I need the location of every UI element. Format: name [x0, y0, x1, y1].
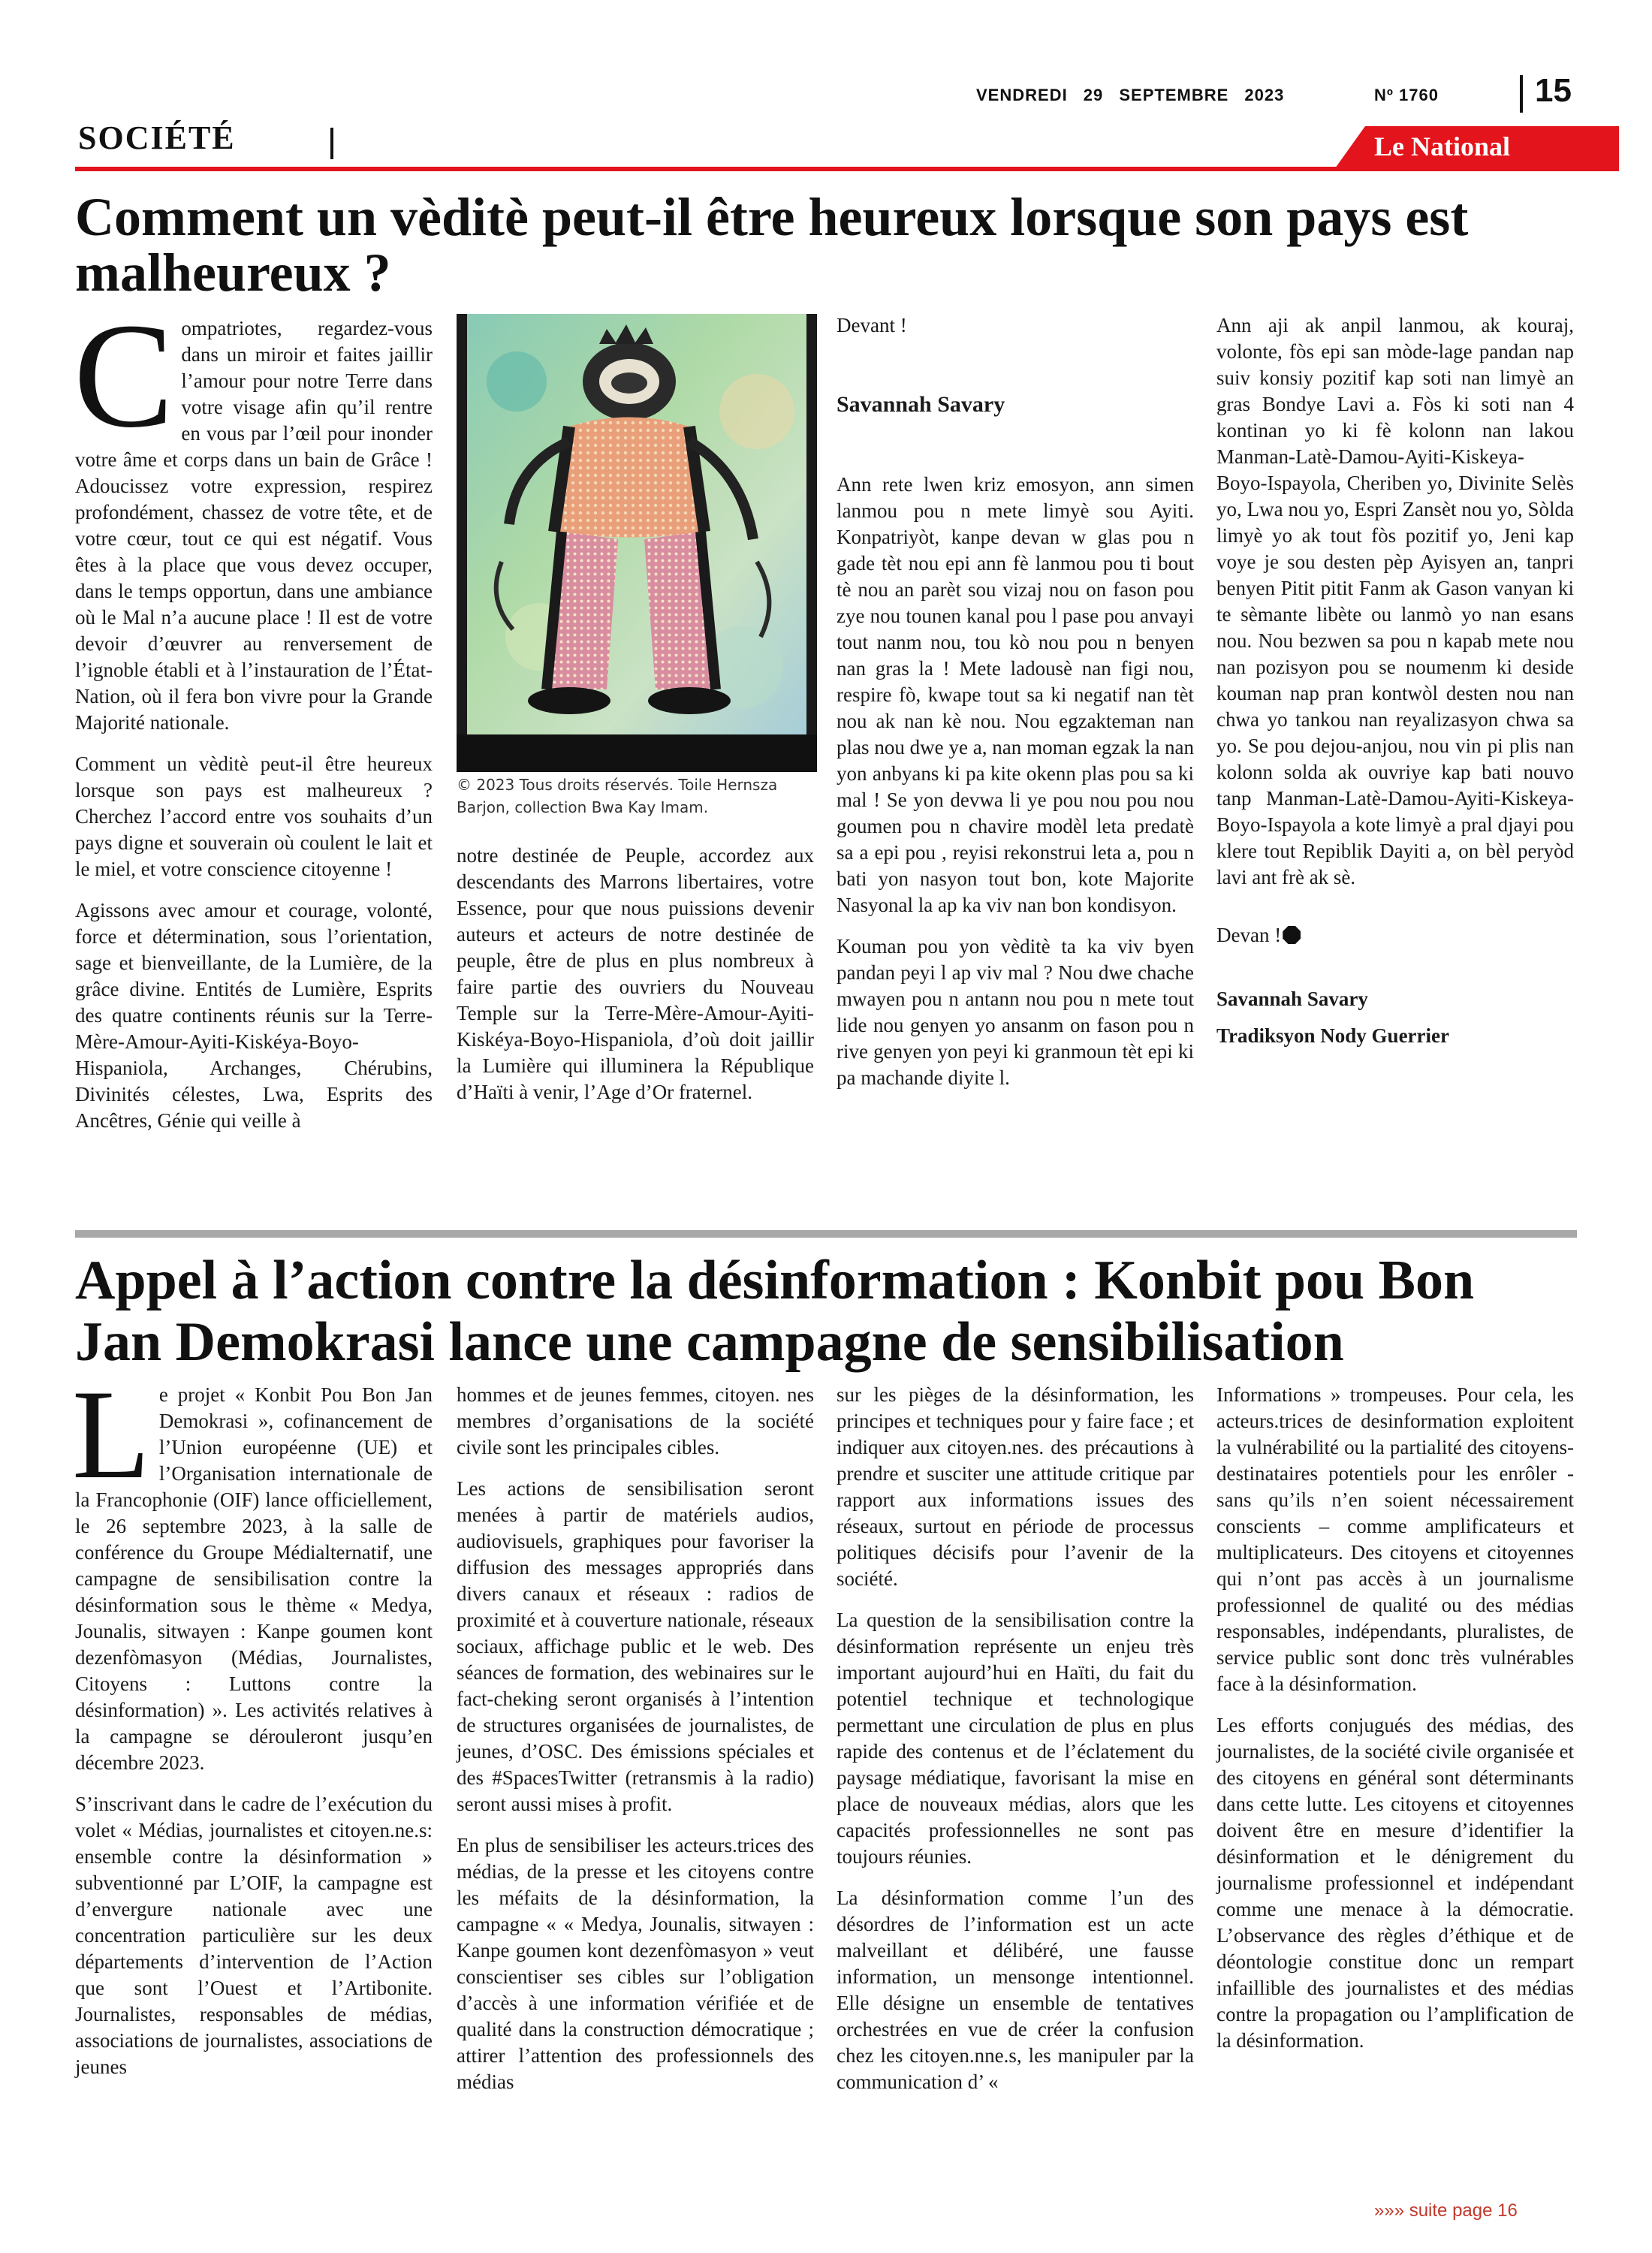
closing-text: Devan !: [1216, 924, 1282, 946]
closing-line: [1216, 922, 1574, 949]
closing-line: Devant !: [837, 314, 907, 336]
page-number: 15: [1535, 72, 1572, 109]
section-divider: [330, 128, 333, 159]
paragraph: notre destinée de Peuple, accordez aux descendants des Marrons libertaires, votre Essence, pour que nous puissions devenir auteurs et acteurs de notre destinée de peuple, être de plus en plus nombreux à faire partie des ouvriers du Nouveau Temple sur la Terre-Mère-Amour-Ayiti-Kiskéya-Boyo-Hispaniola, d’où doit jaillir la Lumière qui illuminera la République d’Haïti à venir, l’Age d’Or fraternel.: [457, 844, 814, 1103]
article2-column-1: [72, 1364, 433, 2080]
paragraph: Agissons avec amour et courage, volonté, force et détermination, sous l’orientation, sage et bienveillante, de la Lumière, de la grâce divine. Entités de Lumière, Esprits des quatre continents réunis sur la Terre-Mère-Amour-Ayiti-Kiskéya-Boyo-Hispaniola, Archanges, Chérubins, Divinités célestes, Lwa, Esprits des Ancêtres, Génie qui veille à: [75, 899, 433, 1132]
paragraph: Informations » trompeuses. Pour cela, les acteurs.trices de desinformation exploitent la vulnérabilité ou la partialité des citoyens-destinataires potentiels pour les enrôler -sans qu’ils n’en soient nécessairement conscients – comme amplificateurs et multiplicateurs. Des citoyens et citoyennes qui n’ont pas accès à un journalisme professionnel de qualité ou des médias responsables, indépendants, pluralistes, de service public sont donc très vulnérables face à la désinformation.: [1216, 1383, 1574, 1695]
translator-credit: Tradiksyon Nody Guerrier: [1216, 1024, 1449, 1047]
article2-column-2: [457, 1382, 814, 2095]
article1-headline: Comment un vèditè peut-il être heureux lorsque son pays est malheureux ?: [75, 187, 1469, 303]
author-signature: Savannah Savary: [1216, 988, 1368, 1010]
article-divider: [75, 1230, 1577, 1238]
paragraph: e projet « Konbit Pou Bon Jan Demokrasi », cofinancement de l’Union européenne (UE) et l’Organisation internationale de la Francophonie (OIF) lance officiellement, le 26 septembre 2023, à la salle de conférence du Groupe Médialternatif, une campagne de sensibilisation contre la désinformation sous le thème « Medya, Jounalis, sitwayen : Kanpe goumen kont dezenfòmasyon (Médias, Journalistes, Citoyens : Luttons contre la désinformation) ». Les activités relatives à la campagne se dérouleront jusqu’en décembre 2023.: [75, 1383, 433, 1774]
page-number-divider: [1520, 75, 1523, 113]
article2-column-3: [837, 1382, 1194, 2095]
dropcap: C: [74, 293, 174, 459]
author-signature: Savannah Savary: [837, 392, 1005, 417]
paragraph: sur les pièges de la désinformation, les principes et techniques pour y faire face ; et indiquer aux citoyen.nes. des précautions à prendre et susciter une attitude critique par rapport aux informations issues des réseaux, surtout en période de processus politiques décisifs pour l’avenir de la société.: [837, 1383, 1194, 1590]
paragraph: En plus de sensibiliser les acteurs.trices des médias, de la presse et les citoyens contre les méfaits de la désinformation, la campagne « « Medya, Jounalis, sitwayen : Kanpe goumen kont dezenfòmasyon » veut conscientiser ses cibles sur l’obligation d’accès à une information vérifiée et de qualité dans la construction démocratique ; attirer l’attention des professionnels des médias: [457, 1834, 814, 2093]
paragraph: ompatriotes, regardez-vous dans un miroir et faites jaillir l’amour pour notre Terre dans votre visage afin qu’il rentre en vous par l’œil pour inonder votre âme et corps dans un bain de Grâce ! Adoucissez votre expression, respirez profondément, chassez de votre tête, et de votre cœur, tout ce qui est négatif. Vous êtes à la place que vous devez occuper, dans le temps opportun, dans une ambiance où le Mal n’a aucune place ! Il est de votre devoir d’œuvrer au renversement de l’ignoble établi et à l’instauration de l’État-Nation, où il fera bon vivre pour la Grande Majorité nationale.: [75, 317, 433, 734]
painting-illustration: [457, 314, 817, 772]
paragraph: La désinformation comme l’un des désordres de l’information est un acte malveillant et délibéré, une fausse information, un mensonge intentionnel. Elle désigne un ensemble de tentatives orchestrées en vue de créer la confusion chez les citoyen.nne.s, les manipuler par la communication d’ «: [837, 1887, 1194, 2093]
header-rule: [75, 167, 1619, 171]
paragraph: hommes et de jeunes femmes, citoyen. nes membres d’organisations de la société civile sont les principales cibles.: [457, 1383, 814, 1458]
issue-number: Nº 1760: [1374, 86, 1439, 104]
paragraph: Les efforts conjugués des médias, des journalistes, de la société civile organisée et des citoyens en général sont déterminants dans cette lutte. Les citoyens et citoyennes doivent être en mesure d’identifier la désinformation et le dénigrement du journalisme professionnel et indépendant comme une menace à la démocratie. L’observance des règles d’éthique et de déontologie constitue donc un rempart infaillible des journalistes et des médias contre la propagation ou l’amplification de la désinformation.: [1216, 1714, 1574, 2052]
brand-name: Le National: [1374, 131, 1511, 161]
article1-column-2: [457, 843, 814, 1105]
paragraph: Kouman pou yon vèditè ta ka viv byen pandan peyi l ap viv mal ? Nou dwe chache mwayen pou n antann nou pou n mete tout lide nou genyen yo ansanm on fason pou n rive genyen yon peyi ki granmoun tèt epi ki pa machande diyite l.: [837, 935, 1194, 1089]
article2-column-4: [1216, 1382, 1574, 2054]
headline-line-1: Appel à l’action contre la désinformation : Konbit pou Bon: [75, 1250, 1475, 1311]
dropcap: L: [72, 1364, 150, 1505]
article1-column-4: [1216, 312, 1574, 1049]
article1-column-1: [74, 293, 433, 1134]
paragraph: Ann rete lwen kriz emosyon, ann simen lanmou pou n mete limyè sou Ayiti. Konpatriyòt, kanpe devan w glas pou n gade tèt nou epi ann fè lanmou pou ti bout tè nou an parèt sou vizaj nou on fason pou zye nou tounen kanal pou l pase pou anvayi tout nanm nou, tou kò nou pou n benyen nan gras la ! Mete ladousè nan figi nou, respire fò, kwape tout sa ki negatif nan tèt nou ak nan kè nou. Nou egzakteman nan plas nou dwe ye a, nan moman egzak la nan yon anbyans ki pa kite okenn plas pou sa ki mal ! Se yon devwa li ye pou nou pou nou goumen pou n chavire modèl leta predatè sa a epi pou , reyisi rekonstrui leta a, pou n bati yon nasyon tout bon, kote Majorite Nasyonal la ap ka viv nan bon kondisyon.: [837, 473, 1194, 916]
paragraph: Ann aji ak anpil lanmou, ak kouraj, volonte, fòs epi san mòde-lage pandan nap suiv konsiy pozitif kap soti nan limyè an gras Bondye Lavi a. Fòs ki soti nan 4 kontinan yo ki fè kolonn nan lakou Manman-Latè-Damou-Ayiti-Kiskeya-Boyo-Ispayola, Cheriben yo, Divinite Selès yo, Lwa nou yo, Espri Zansèt nou yo, Sòlda limyè yo ak tout fòs pozitif yo, Jeni kap voye je sou desten pèp Ayisyen an, tanpri benyen Pitit pitit Fanm ak Gason vanyan ki te sèmante libète ou lanmò yo nan esans nou. Nou bezwen sa pou n kapab mete nou nan pozisyon pou se noumenm ki deside kouman nap pran kontwòl desten nou nan chwa yo tankou nan reyalizasyon chwa sa yo. Se pou dejou-anjou, nou vin pi plis nan kolonn solda ak ouvriye kap bati nouvo tanp Manman-Latè-Damou-Ayiti-Kiskeya-Boyo-Ispayola a kote limyè a pral djayi pou klere tout Repiblik Dayiti a, on bèl peryòd lavi ant frè ak sè.: [1216, 314, 1574, 888]
paragraph: Comment un vèditè peut-il être heureux lorsque son pays est malheureux ? Cherchez l’accord entre vos souhaits d’un pays digne et souverain où coulent le lait et le miel, et votre conscience citoyenne !: [75, 753, 433, 880]
paragraph: S’inscrivant dans le cadre de l’exécution du volet « Médias, journalistes et citoyen.ne.s: ensemble contre la désinformation » subventionné par L’OIF, la campagne est d’envergure nationale avec une concentration particulière sur les deux départements d’intervention de l’Action que sont l’Ouest et l’Artibonite. Journalistes, responsables de médias, associations de journalistes, associations de jeunes: [75, 1793, 433, 2078]
section-label: SOCIÉTÉ: [78, 119, 236, 156]
article2-headline: [75, 1250, 1637, 1373]
artwork-image: [457, 314, 817, 772]
paragraph: Les actions de sensibilisation seront menées à partir de matériels audios, audiovisuels, graphiques pour favoriser la diffusion des messages appropriés dans divers canaux et réseaux : radios de proximité et à couverture nationale, réseaux sociaux, affichage public et le web. Des séances de formation, des webinaires sur le fact-cheking seront organisés à l’intention de structures organisées de journalistes, de jeunes, d’OSC. Des émissions spéciales et des #SpacesTwitter (retransmis à la radio) seront aussi mises à profit.: [457, 1477, 814, 1815]
end-mark-icon: [1283, 926, 1301, 944]
image-caption: © 2023 Tous droits réservés. Toile Hernsza Barjon, collection Bwa Kay Imam.: [457, 776, 778, 816]
issue-date: VENDREDI 29 SEPTEMBRE 2023: [976, 86, 1285, 104]
continuation-link[interactable]: »»» suite page 16: [1374, 2200, 1518, 2221]
headline-line-2: Jan Demokrasi lance une campagne de sensibilisation: [75, 1311, 1344, 1373]
article1-column-3: [837, 312, 1194, 1091]
paragraph: La question de la sensibilisation contre la désinformation représente un enjeu très important aujourd’hui en Haïti, du fait du potentiel technique et technologique permettant une circulation de plus en plus rapide des contenus et de l’éclatement du paysage médiatique, favorisant la mise en place de nouveaux médias, alors que les capacités professionnelles ne sont pas toujours réunies.: [837, 1609, 1194, 1868]
